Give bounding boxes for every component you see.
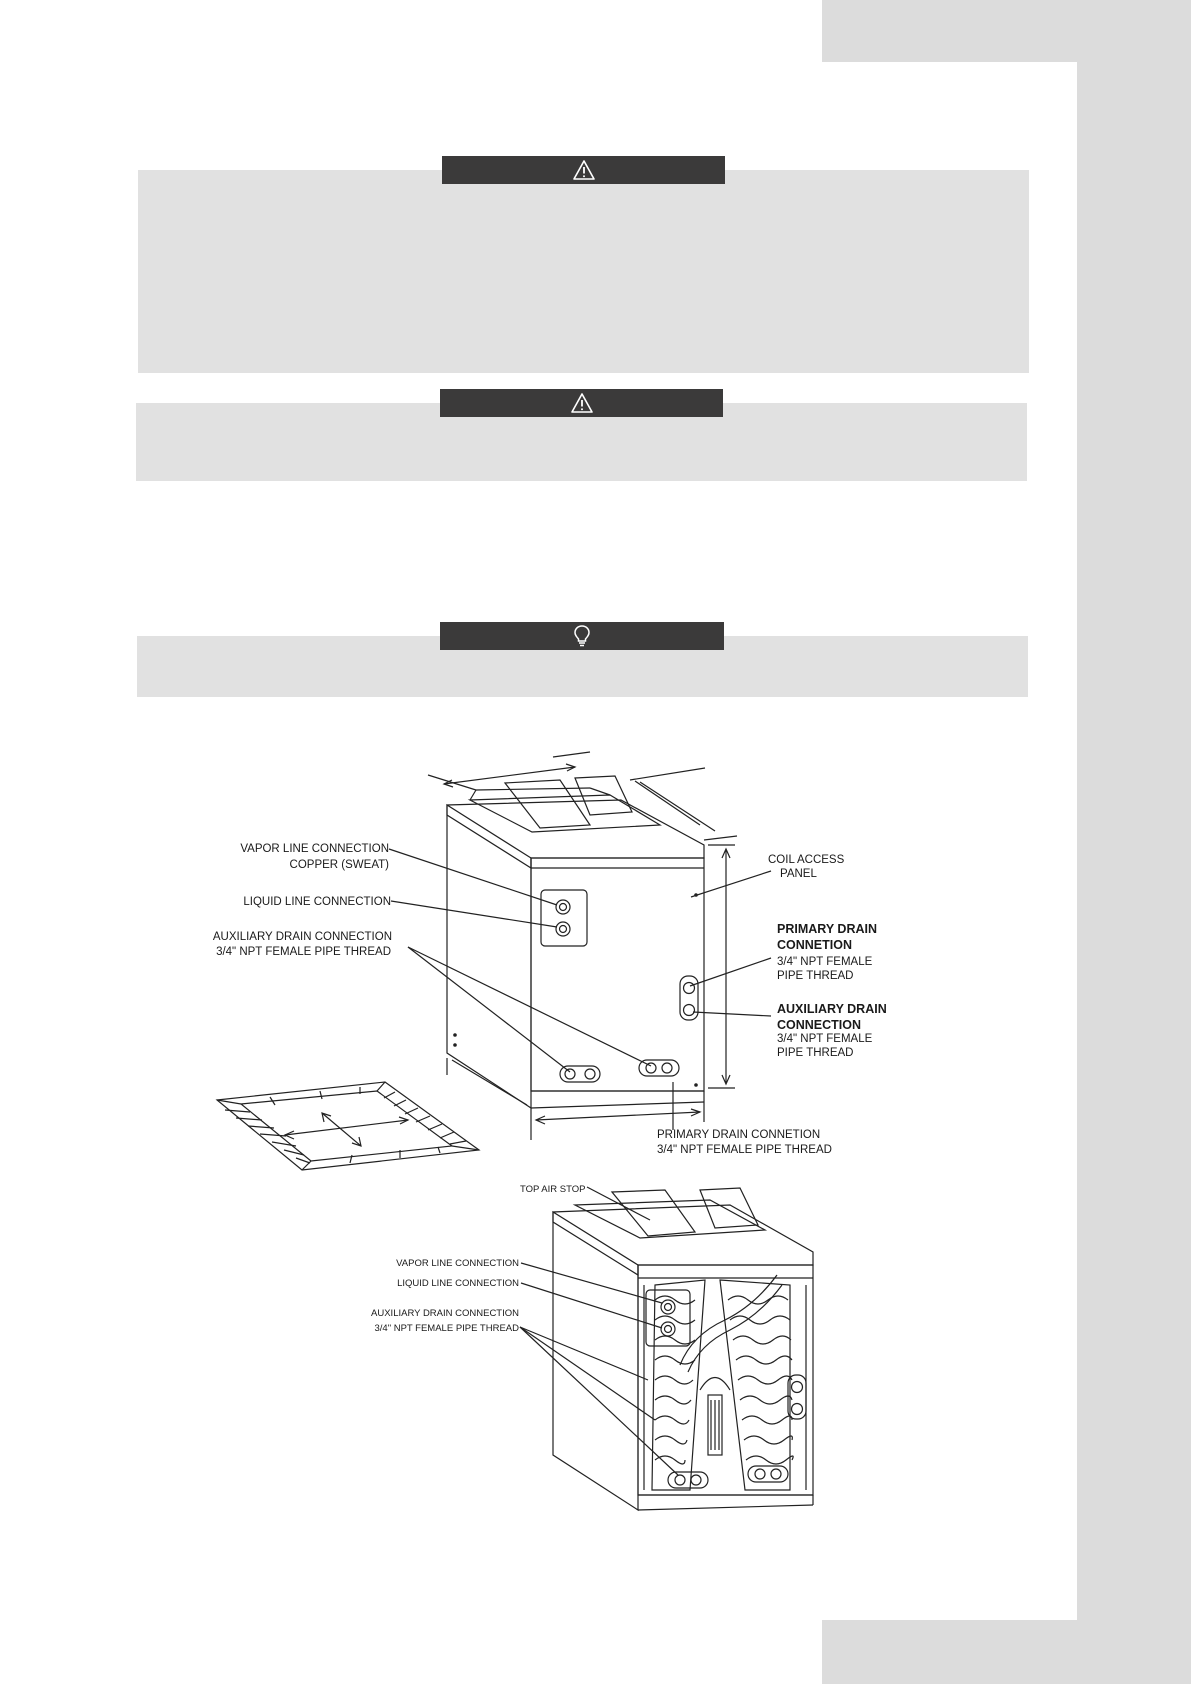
label-aux-drain-right-2: CONNECTION xyxy=(777,1018,862,1032)
label-vapor-line: VAPOR LINE CONNECTION xyxy=(396,1258,519,1269)
gasket-frame-drawing xyxy=(217,1082,479,1170)
label-top-air-stop: TOP AIR STOP xyxy=(520,1184,586,1195)
label-vapor-line-2: COPPER (SWEAT) xyxy=(289,859,389,871)
cabinet-exterior-drawing xyxy=(389,752,771,1140)
label-primary-drain-right-2: CONNETION xyxy=(777,938,852,952)
label-primary-drain-bottom-2: 3/4" NPT FEMALE PIPE THREAD xyxy=(657,1144,832,1156)
cabinet-interior-drawing xyxy=(520,1187,813,1510)
label-aux-drain-1: AUXILIARY DRAIN CONNECTION xyxy=(212,931,392,943)
label-primary-drain-right-3: 3/4" NPT FEMALE xyxy=(777,956,873,968)
label-coil-access-2: PANEL xyxy=(780,868,817,880)
label-vapor-line-1: VAPOR LINE CONNECTION xyxy=(240,843,389,855)
label-liquid-line: LIQUID LINE CONNECTION xyxy=(243,896,391,908)
label-primary-drain-bottom-1: PRIMARY DRAIN CONNETION xyxy=(657,1129,821,1141)
label-primary-drain-right-4: PIPE THREAD xyxy=(777,970,854,982)
label-coil-access-1: COIL ACCESS xyxy=(768,854,845,866)
label-aux-drain-2: 3/4" NPT FEMALE PIPE THREAD xyxy=(374,1323,519,1334)
label-aux-drain-right-1: AUXILIARY DRAIN xyxy=(777,1002,887,1016)
label-liquid-line: LIQUID LINE CONNECTION xyxy=(397,1278,519,1289)
label-primary-drain-right-1: PRIMARY DRAIN xyxy=(777,922,878,936)
label-aux-drain-right-4: PIPE THREAD xyxy=(777,1047,854,1059)
label-aux-drain-2: 3/4" NPT FEMALE PIPE THREAD xyxy=(216,946,391,958)
label-aux-drain-right-3: 3/4" NPT FEMALE xyxy=(777,1033,873,1045)
label-aux-drain-1: AUXILIARY DRAIN CONNECTION xyxy=(371,1308,519,1319)
